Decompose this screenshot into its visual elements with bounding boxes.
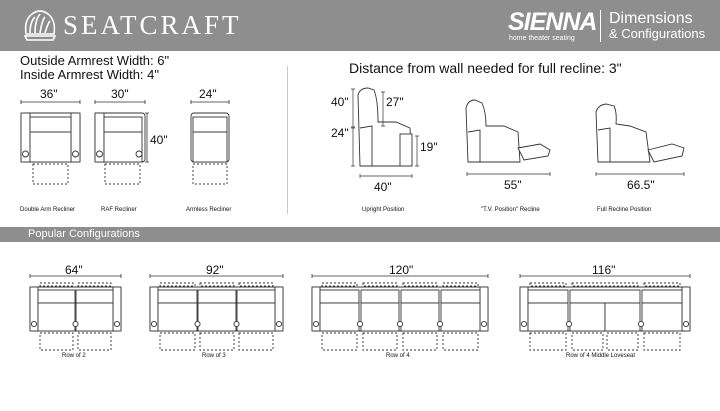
- single-caption: RAF Recliner: [101, 207, 137, 213]
- recline-distance-note: Distance from wall needed for full recline: 3": [349, 60, 622, 76]
- full-recline-caption: Full Recline Position: [597, 207, 652, 213]
- tv-depth-label: 55": [504, 178, 522, 192]
- full-recline-depth-label: 66.5": [627, 178, 655, 192]
- tv-caption: "T.V. Position" Recline: [481, 207, 540, 213]
- depth-label: 40": [150, 133, 168, 147]
- row-of-4-drawing: [312, 283, 488, 350]
- config-width-label: 116": [592, 263, 616, 277]
- upright-height-label: 40": [331, 95, 349, 109]
- single-width-label: 36": [40, 87, 58, 101]
- tv-position-side-view: [466, 100, 550, 176]
- doc-title-configurations: & Configurations: [609, 26, 706, 41]
- inside-armrest-width: Inside Armrest Width: 4": [20, 67, 159, 82]
- upright-back-label: 27": [386, 95, 404, 109]
- row-of-2-drawing: [30, 283, 121, 350]
- armless-recliner-top: [191, 113, 229, 184]
- row-of-4-middle-loveseat-drawing: [520, 283, 690, 350]
- single-width-label: 30": [111, 87, 129, 101]
- doc-title-dimensions: Dimensions: [609, 10, 693, 27]
- config-caption: Row of 4: [386, 353, 410, 359]
- single-caption: Armless Recliner: [186, 207, 232, 213]
- section-divider: [287, 66, 288, 214]
- brand-name: SEATCRAFT: [63, 10, 242, 40]
- upright-depth-label: 40": [374, 180, 392, 194]
- raf-recliner-top: [95, 113, 145, 184]
- model-subtitle: home theater seating: [509, 35, 575, 42]
- upright-footrest-label: 19": [420, 140, 438, 154]
- model-name: SIENNA: [508, 8, 597, 36]
- config-width-label: 92": [206, 263, 224, 277]
- outside-armrest-width: Outside Armrest Width: 6": [20, 53, 170, 68]
- upright-side-view: [351, 88, 419, 178]
- full-recline-side-view: [596, 104, 684, 176]
- upright-caption: Upright Position: [362, 207, 405, 213]
- config-caption: Row of 3: [202, 353, 226, 359]
- single-width-label: 24": [199, 87, 217, 101]
- single-caption: Double Arm Recliner: [20, 207, 76, 213]
- double-arm-recliner-top: [21, 113, 80, 184]
- config-width-label: 64": [65, 263, 83, 277]
- section-title: Popular Configurations: [28, 228, 140, 240]
- config-width-label: 120": [389, 263, 414, 277]
- row-of-3-drawing: [150, 283, 283, 350]
- upright-seat-height-label: 24": [331, 126, 349, 140]
- config-caption: Row of 2: [62, 353, 86, 359]
- config-caption: Row of 4 Middle Loveseat: [566, 353, 636, 359]
